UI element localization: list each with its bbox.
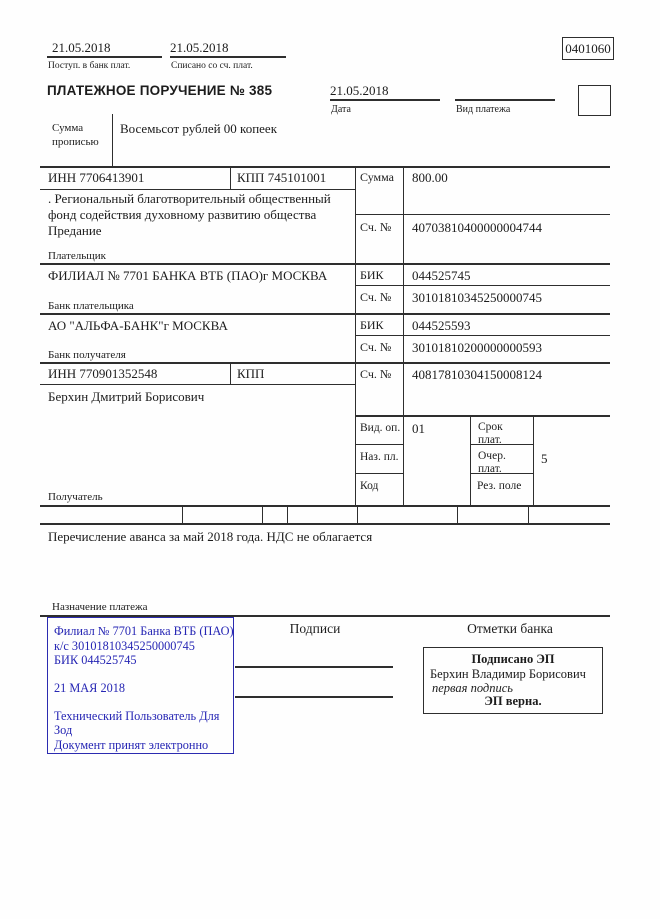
table-line <box>230 168 231 189</box>
payer-bank-account-label: Сч. № <box>360 290 392 304</box>
op-kind-value: 01 <box>412 421 425 436</box>
doc-date-underline <box>330 99 440 101</box>
received-date: 21.05.2018 <box>52 40 111 55</box>
table-line <box>355 335 610 336</box>
payer-bank-bik: 044525745 <box>412 268 471 283</box>
bank-note-line: БИК 044525745 <box>54 653 137 667</box>
pay-purpose-code-label: Наз. пл. <box>360 451 399 463</box>
payee-bank-name: АО "АЛЬФА-БАНК"г МОСКВА <box>48 318 228 333</box>
stamp-signed-label: Подписано ЭП <box>471 652 555 666</box>
amount-words-label: Сумма прописью <box>52 122 99 148</box>
table-line <box>40 523 610 525</box>
table-line <box>40 189 355 190</box>
debited-date: 21.05.2018 <box>170 40 229 55</box>
bank-note-line: Технический Пользователь Для <box>54 709 220 723</box>
table-line <box>355 168 356 505</box>
priority-label: Очер. плат. <box>478 450 506 475</box>
table-line <box>230 362 231 384</box>
payer-account: 40703810400000004744 <box>412 220 542 235</box>
payment-kind-underline <box>455 99 555 101</box>
table-line <box>40 505 610 507</box>
bank-note-line: Филиал № 7701 Банка ВТБ (ПАО) <box>54 624 234 638</box>
received-date-underline <box>47 56 162 58</box>
payment-kind-box <box>578 85 611 116</box>
payer-account-label: Сч. № <box>360 220 392 234</box>
op-kind-label: Вид. оп. <box>360 422 401 434</box>
table-line <box>40 166 610 168</box>
table-line <box>40 313 610 315</box>
table-line <box>355 214 610 215</box>
reserve-field-label: Рез. поле <box>477 480 522 492</box>
payment-kind-label: Вид платежа <box>456 104 511 115</box>
table-line <box>355 415 610 417</box>
debited-date-label: Списано со сч. плат. <box>171 61 253 71</box>
purpose-label: Назначение платежа <box>52 601 148 613</box>
bank-note-line: к/с 30101810345250000745 <box>54 639 195 653</box>
table-line <box>355 444 404 445</box>
amount-words-divider <box>112 114 113 167</box>
payee-bank-bik: 044525593 <box>412 318 471 333</box>
payee-bank-bik-label: БИК <box>360 318 384 332</box>
payee-bank-section-label: Банк получателя <box>48 349 126 361</box>
payer-name-line: . Региональный благотворительный общественный <box>48 191 331 206</box>
bank-electronic-note-box <box>47 617 234 754</box>
payer-bank-bik-label: БИК <box>360 268 384 282</box>
due-date-label: Срок плат. <box>478 421 503 446</box>
signature-line <box>235 696 393 698</box>
payee-account: 40817810304150008124 <box>412 367 542 382</box>
table-line <box>40 263 610 265</box>
payer-name-line: Предание <box>48 223 102 238</box>
priority-value: 5 <box>541 451 548 466</box>
form-code-box <box>562 37 614 60</box>
amount-words-value: Восемьсот рублей 00 копеек <box>120 121 278 136</box>
table-line <box>357 507 358 523</box>
payee-section-label: Получатель <box>48 491 103 503</box>
table-line <box>287 507 288 523</box>
stamp-first-signature-label: первая подпись <box>432 681 513 695</box>
table-line <box>457 507 458 523</box>
payer-section-label: Плательщик <box>48 250 106 262</box>
electronic-signature-stamp <box>423 647 603 714</box>
table-line <box>528 507 529 523</box>
payer-inn: ИНН 7706413901 <box>48 170 145 185</box>
amount-label: Сумма <box>360 170 394 184</box>
payer-bank-account: 30101810345250000745 <box>412 290 542 305</box>
debited-date-underline <box>170 56 286 58</box>
table-line <box>40 384 355 385</box>
bank-marks-header: Отметки банка <box>467 621 553 636</box>
payee-bank-account: 30101810200000000593 <box>412 340 542 355</box>
table-line <box>470 416 471 505</box>
table-line <box>40 362 610 364</box>
bank-note-date: 21 МАЯ 2018 <box>54 681 126 695</box>
signature-line <box>235 666 393 668</box>
doc-date: 21.05.2018 <box>330 83 389 98</box>
payee-bank-account-label: Сч. № <box>360 340 392 354</box>
bank-note-line: Документ принят электронно <box>54 738 209 752</box>
doc-date-label: Дата <box>331 104 351 115</box>
payee-name: Берхин Дмитрий Борисович <box>48 389 205 404</box>
signatures-header: Подписи <box>289 621 341 636</box>
received-date-label: Поступ. в банк плат. <box>48 61 131 71</box>
table-line <box>182 507 183 523</box>
form-code: 0401060 <box>565 40 611 56</box>
payee-account-label: Сч. № <box>360 367 392 381</box>
payer-kpp: КПП 745101001 <box>237 170 327 185</box>
payee-kpp: КПП <box>237 366 265 381</box>
purpose-text: Перечисление аванса за май 2018 года. НДС не облагается <box>48 529 373 544</box>
payer-bank-section-label: Банк плательщика <box>48 300 134 312</box>
bank-note-line: Зод <box>54 723 73 737</box>
code-label: Код <box>360 480 379 492</box>
stamp-valid-label: ЭП верна. <box>484 694 542 708</box>
table-line <box>355 473 404 474</box>
payer-bank-name: ФИЛИАЛ № 7701 БАНКА ВТБ (ПАО)г МОСКВА <box>48 268 328 283</box>
stamp-signer-name: Берхин Владимир Борисович <box>430 667 586 681</box>
amount-value: 800.00 <box>412 170 448 185</box>
payee-inn: ИНН 770901352548 <box>48 366 158 381</box>
table-line <box>262 507 263 523</box>
payer-name-line: фонд содействия духовному развитию общества <box>48 207 317 222</box>
table-line <box>403 168 404 505</box>
table-line <box>355 285 610 286</box>
document-title: ПЛАТЕЖНОЕ ПОРУЧЕНИЕ № 385 <box>47 83 273 98</box>
